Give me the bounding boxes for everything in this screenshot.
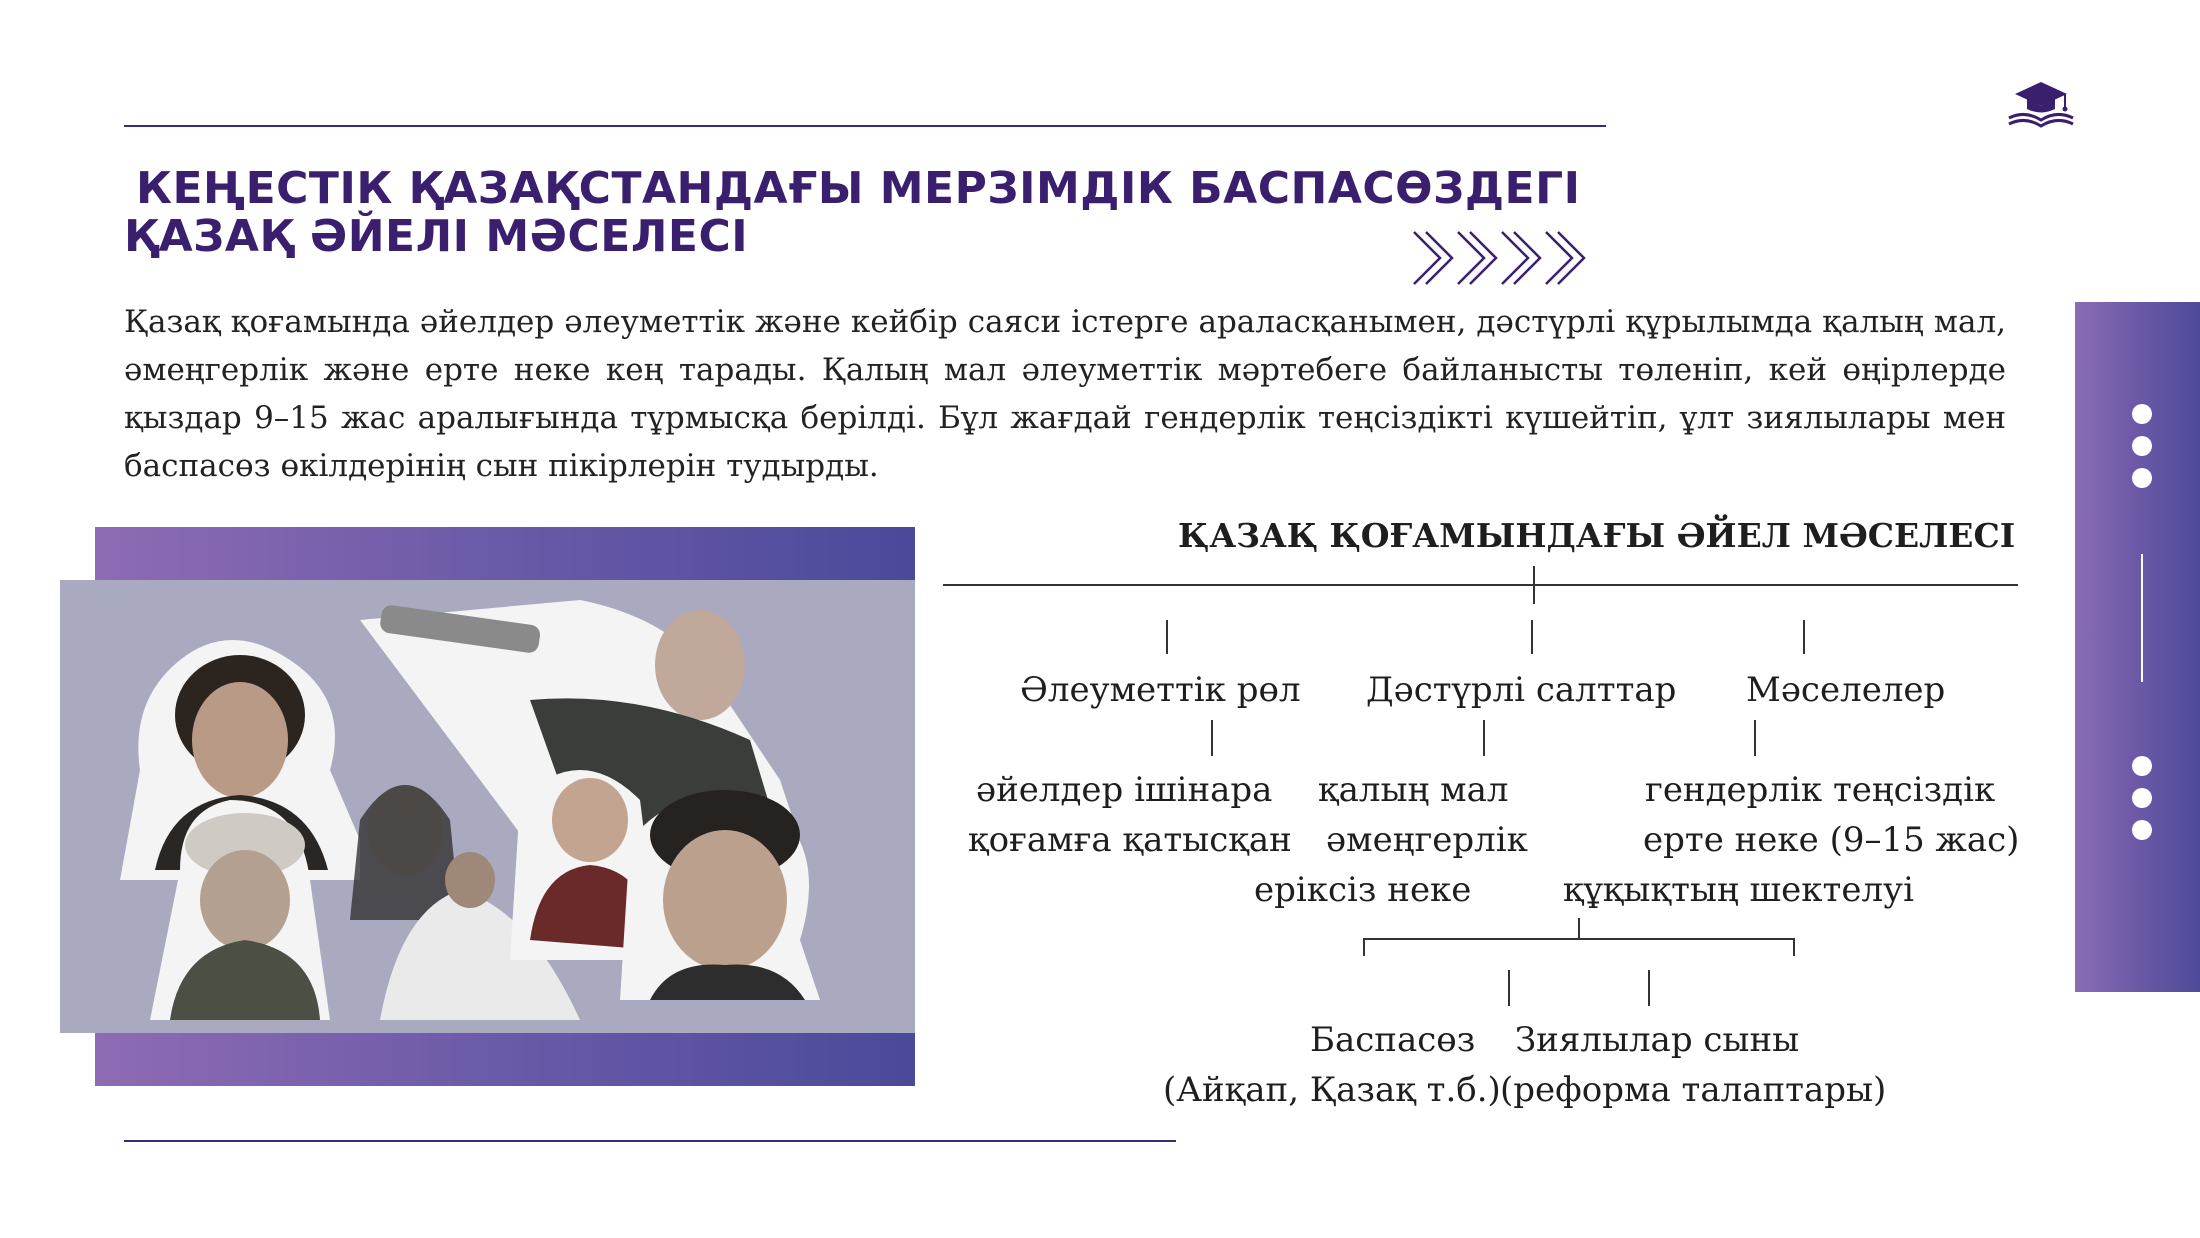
top-rule	[124, 125, 1606, 127]
bottom-label: Зиялылар сыны	[1515, 1020, 1800, 1060]
bottom-sub: (реформа талаптары)	[1500, 1070, 1887, 1110]
branch-connector	[1531, 620, 1533, 654]
dot-icon	[2132, 788, 2152, 808]
merge-bracket-right	[1793, 938, 1795, 956]
merge-bracket-left	[1363, 938, 1365, 956]
dot-icon	[2132, 436, 2152, 456]
divider	[2141, 554, 2143, 682]
branch-item: құқықтың шектелуі	[1563, 870, 1914, 910]
branch-item: әйелдер ішінара	[976, 770, 1273, 810]
bottom-sub: (Айқап, Қазақ т.б.)	[1163, 1070, 1501, 1110]
root-connector	[1533, 566, 1535, 604]
branch-item: ерте неке (9–15 жас)	[1643, 820, 2020, 860]
diagram-root: ҚАЗАҚ ҚОҒАМЫНДАҒЫ ӘЙЕЛ МӘСЕЛЕСІ	[1178, 516, 2016, 555]
photo-frame-bottom	[95, 1032, 915, 1086]
side-panel	[2075, 302, 2200, 992]
bottom-connector	[1508, 970, 1510, 1006]
branch-item: гендерлік теңсіздік	[1645, 770, 1996, 810]
graduation-cap-book-icon	[2005, 78, 2077, 130]
dot-icon	[2132, 820, 2152, 840]
portrait-collage-image	[60, 580, 915, 1033]
chevron-right-icon	[1410, 228, 1590, 288]
bottom-label: Баспасөз	[1310, 1020, 1476, 1060]
dot-icon	[2132, 468, 2152, 488]
title-line-1: КЕҢЕСТІК ҚАЗАҚСТАНДАҒЫ МЕРЗІМДІК БАСПАСӨЗДЕГІ	[136, 163, 1581, 214]
branch-item: қоғамға қатысқан	[968, 820, 1292, 860]
bottom-connector	[1648, 970, 1650, 1006]
branch-label: Дәстүрлі салттар	[1366, 670, 1677, 710]
branch-label: Әлеуметтік рөл	[1020, 670, 1301, 710]
root-rule	[943, 584, 2018, 586]
item-connector	[1483, 720, 1485, 756]
merge-connector	[1578, 918, 1580, 940]
body-paragraph: Қазақ қоғамында әйелдер әлеуметтік және кейбір саяси істерге араласқанымен, дәстүрлі құрылымда қалың мал, әмеңгерлік және ерте неке кең тарады. Қалың мал әлеуметтік мәртебеге байланысты төленіп, кей өңірлерде қыздар 9–15 жас аралығында тұрмысқа берілді. Бұл жағдай гендерлік теңсіздікті күшейтіп, ұлт зиялылары мен баспасөз өкілдерінің сын пікірлерін тудырды.	[124, 304, 2006, 484]
branch-connector	[1166, 620, 1168, 654]
photo-frame-top	[95, 527, 915, 582]
branch-connector	[1803, 620, 1805, 654]
branch-item: қалың мал	[1318, 770, 1509, 810]
dot-icon	[2132, 756, 2152, 776]
branch-item: еріксіз неке	[1254, 870, 1472, 910]
bottom-rule	[124, 1140, 1176, 1142]
branch-item: әмеңгерлік	[1326, 820, 1528, 860]
dot-icon	[2132, 404, 2152, 424]
item-connector	[1754, 720, 1756, 756]
branch-label: Мәселелер	[1746, 670, 1946, 710]
title-line-2: ҚАЗАҚ ӘЙЕЛІ МӘСЕЛЕСІ	[124, 211, 749, 262]
merge-bracket	[1363, 938, 1795, 940]
item-connector	[1211, 720, 1213, 756]
